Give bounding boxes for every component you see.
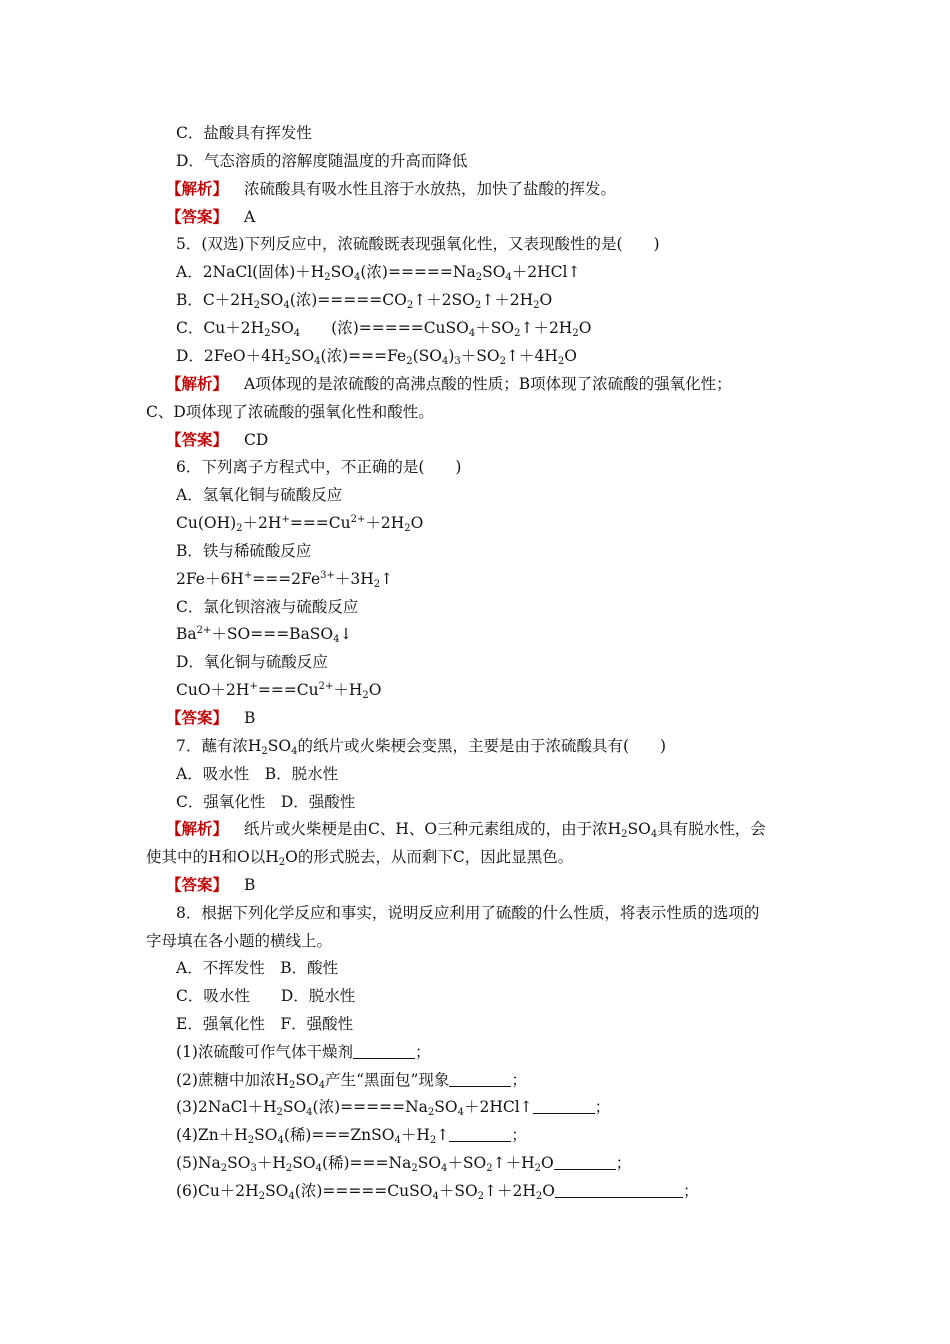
line-content: 浓硫酸具有吸水性且溶于水放热，加快了盐酸的挥发。 [244,180,617,198]
answer-line [166,875,255,895]
text-line [176,541,311,561]
text-line [176,1070,527,1090]
text-line [176,903,759,923]
text-line [176,485,342,505]
line-content: E．强氧化性 F．强酸性 [176,1015,354,1033]
line-content: $(3)2NaCl+H_2SO_4$(浓)$=====Na_2SO_4+2HCl↑$ ； [176,1098,611,1118]
line-content: C．强氧化性 D．强酸性 [176,793,356,811]
text-line [176,346,577,366]
section-tag: 【解析】 [166,179,229,198]
text-line [176,652,328,672]
line-content: $(6)Cu+2H_2SO_4$(浓)$=====CuSO_4+SO_2↑+2H_2O$ ； [176,1182,699,1202]
text-line [176,318,591,338]
line-content: D．气态溶质的溶解度随温度的升高而降低 [176,152,468,170]
line-content: B [244,709,256,727]
section-tag: 【答案】 [166,708,229,727]
text-line [176,958,338,978]
answer-line [166,819,766,839]
text-line [176,1181,699,1201]
text-line [176,624,353,644]
line-content: $(5)Na_2SO_3+H_2SO_4$(稀)$===Na_2SO_4+SO_2↑+H_2O$ ； [176,1154,632,1174]
text-line [176,262,580,282]
line-content: 使其中的H和O以$H_2O$的形式脱去，从而剩下C，因此显黑色。 [146,848,574,868]
text-line [176,680,382,700]
answer-line [166,708,255,728]
section-tag: 【答案】 [166,207,229,226]
line-content: CD [244,431,269,449]
text-line [176,1097,610,1117]
text-line [146,931,332,951]
text-line [176,792,355,812]
section-tag: 【解析】 [166,819,229,838]
line-content: 字母填在各小题的横线上。 [146,932,333,950]
line-content: A．2NaCl(固体)$+H_2SO_4$(浓)$=====Na_2SO_4+2HCl↑$ [176,263,581,283]
answer-line [166,430,268,450]
line-content: A．不挥发性 B．酸性 [176,959,339,977]
text-line [176,569,393,589]
section-tag: 【解析】 [166,374,229,393]
line-content: $2Fe+6H^+===2Fe^{3+}+3H_2↑$ [176,570,394,590]
line-content: (1)浓硫酸可作气体干燥剂 ； [176,1043,431,1061]
line-content: C．氯化钡溶液与硫酸反应 [176,598,359,616]
line-content: C、D项体现了浓硫酸的强氧化性和酸性。 [146,403,434,421]
line-content: 5．(双选)下列反应中，浓硫酸既表现强氧化性，又表现酸性的是( ) [176,235,660,253]
line-content: A项体现的是浓硫酸的高沸点酸的性质；B项体现了浓硫酸的强氧化性； [244,375,732,393]
section-tag: 【答案】 [166,875,229,894]
text-line [176,986,355,1006]
text-line [176,1014,353,1034]
line-content: (2)蔗糖中加浓$H_2SO_4$产生“黑面包”现象 ； [176,1071,527,1091]
line-content: $Ba^{2+}+SO===BaSO_4↓$ [176,625,353,645]
line-content: C．吸水性 D．脱水性 [176,987,356,1005]
text-line [176,457,461,477]
text-line [176,597,358,617]
text-line [176,736,666,756]
text-line [176,764,338,784]
line-content: C．$Cu+2H_2SO_4$ (浓)$=====CuSO_4+SO_2↑+2H_2O$ [176,319,592,339]
text-line [146,402,434,422]
answer-line [166,179,616,199]
text-line [176,1153,631,1173]
line-content: $Cu(OH)_2+2H^+===Cu^{2+}+2H_2O$ [176,514,424,534]
line-content: A．吸水性 B．脱水性 [176,765,339,783]
line-content: D．氧化铜与硫酸反应 [176,653,328,671]
line-content: 6．下列离子方程式中，不正确的是( ) [176,458,462,476]
line-content: 8．根据下列化学反应和事实，说明反应利用了硫酸的什么性质，将表示性质的选项的 [176,904,760,922]
text-line [176,513,423,533]
line-content: D．$2FeO+4H_2SO_4$(浓)$===Fe_2(SO_4)_3+SO_2↑+4H_2O$ [176,347,577,367]
text-line [176,1125,527,1145]
text-line [176,1042,430,1062]
section-tag: 【答案】 [166,430,229,449]
line-content: A．氢氧化铜与硫酸反应 [176,486,343,504]
line-content: 7．蘸有浓$H_2SO_4$的纸片或火柴梗会变黑，主要是由于浓硫酸具有( ) [176,737,667,757]
text-line [176,151,467,171]
line-content: 纸片或火柴梗是由C、H、O三种元素组成的，由于浓$H_2SO_4$具有脱水性，会 [244,820,766,840]
line-content: $(4)Zn+H_2SO_4$(稀)$===ZnSO_4+H_2↑$ ； [176,1126,527,1146]
text-line [176,290,552,310]
line-content: B [244,876,256,894]
text-line [146,847,573,867]
line-content: B．$C+2H_2SO_4$(浓)$=====CO_2↑+2SO_2↑+2H_2O$ [176,291,553,311]
text-line [176,234,660,254]
text-line [176,123,312,143]
line-content: C．盐酸具有挥发性 [176,124,312,142]
line-content: $CuO+2H^+===Cu^{2+}+H_2O$ [176,681,382,701]
line-content: A [244,208,256,226]
answer-line [166,374,732,394]
line-content: B．铁与稀硫酸反应 [176,542,312,560]
answer-line [166,207,255,227]
